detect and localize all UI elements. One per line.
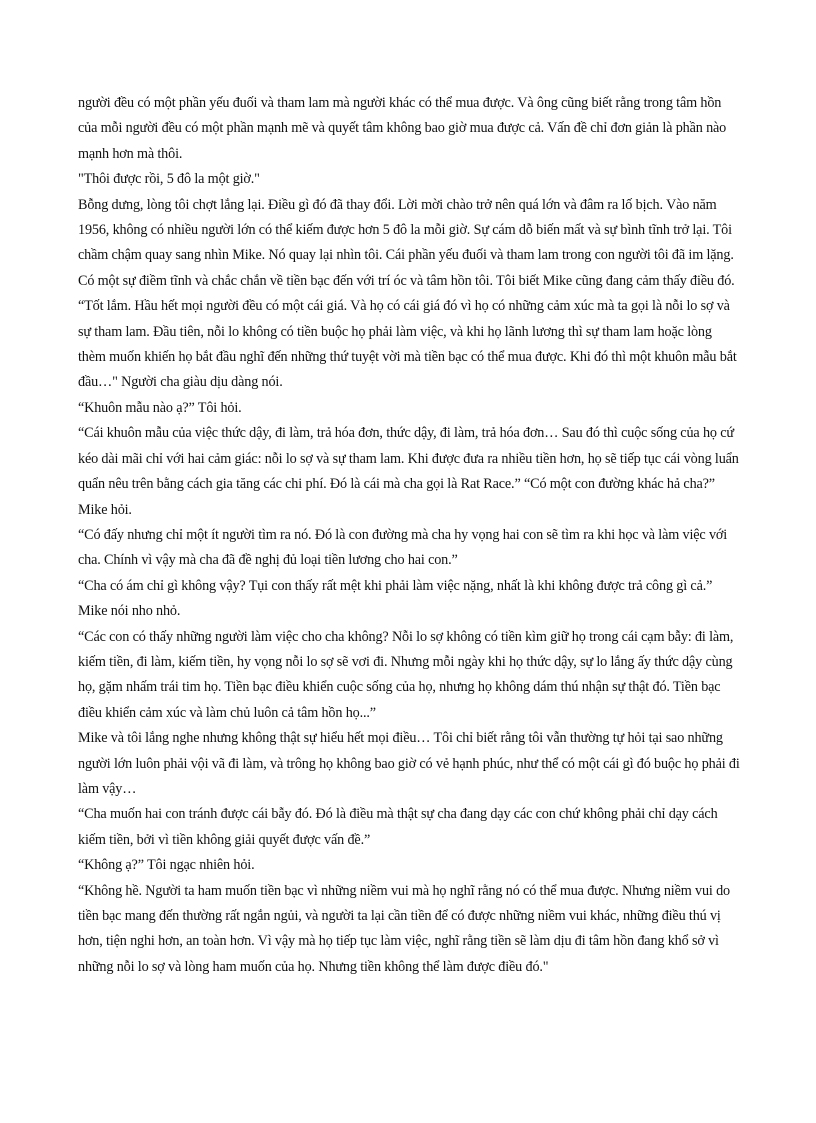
paragraph: người đều có một phần yếu đuối và tham lam mà người khác có thể mua được. Và ông cũng biết rằng trong tâm hồn của mỗi người đều có một phần mạnh mẽ và quyết tâm không bao giờ mua được cả. Vấn đề chỉ đơn giản là phần nào mạnh hơn mà thôi.	[78, 95, 727, 162]
paragraph: Mike và tôi lắng nghe nhưng không thật sự hiểu hết mọi điều… Tôi chỉ biết rằng tôi vẫn thường tự hỏi tại sao những người lớn luôn phải vội vã đi làm, và trông họ không bao giờ có vẻ hạnh phúc, như thể có một cái gì đó buộc họ phải đi làm vậy…	[78, 730, 740, 797]
document-page	[78, 91, 740, 980]
paragraph: “Không ạ?” Tôi ngạc nhiên hỏi.	[78, 857, 255, 874]
paragraph: "Thôi được rồi, 5 đô la một giờ."	[78, 171, 260, 188]
paragraph: “Cái khuôn mẫu của việc thức dậy, đi làm, trả hóa đơn, thức dậy, đi làm, trả hóa đơn… Sau đó thì cuộc sống của họ cứ kéo dài mãi chỉ với hai cảm giác: nỗi lo sợ và sự tham lam. Khi được đưa ra nhiều tiền hơn, họ sẽ tiếp tục cái vòng luẩn quẩn nêu trên bằng cách gia tăng các chi phí. Đó là cái mà cha gọi là Rat Race.” “Có một con đường khác hả cha?” Mike hỏi.	[78, 425, 739, 518]
paragraph: “Khuôn mẫu nào ạ?” Tôi hỏi.	[78, 399, 242, 416]
paragraph: “Có đấy nhưng chỉ một ít người tìm ra nó. Đó là con đường mà cha hy vọng hai con sẽ tìm ra khi học và làm việc với cha. Chính vì vậy mà cha đã đề nghị đủ loại tiền lương cho hai con.”	[78, 526, 728, 569]
paragraph: “Tốt lắm. Hầu hết mọi người đều có một cái giá. Và họ có cái giá đó vì họ có những cảm xúc mà ta gọi là nỗi lo sợ và sự tham lam. Đầu tiên, nỗi lo không có tiền buộc họ phải làm việc, và khi họ lãnh lương thì sự tham lam hoặc lòng thèm muốn khiến họ bắt đầu nghĩ đến những thứ tuyệt vời mà tiền bạc có thể mua được. Khi đó thì một khuôn mẫu bắt đầu…" Người cha giàu dịu dàng nói.	[78, 298, 737, 391]
paragraph: “Không hề. Người ta ham muốn tiền bạc vì những niềm vui mà họ nghĩ rằng nó có thể mua được. Nhưng niềm vui do tiền bạc mang đến thường rất ngắn ngủi, và người ta lại cần tiền để có được những niềm vui khác, những điều thú vị hơn, tiện nghi hơn, an toàn hơn. Vì vậy mà họ tiếp tục làm việc, nghĩ rằng tiền sẽ làm dịu đi tâm hồn đang khổ sở vì những nỗi lo sợ và lòng ham muốn của họ. Nhưng tiền không thể làm được điều đó."	[78, 882, 730, 975]
paragraph: “Các con có thấy những người làm việc cho cha không? Nỗi lo sợ không có tiền kìm giữ họ trong cái cạm bẫy: đi làm, kiếm tiền, đi làm, kiếm tiền, hy vọng nỗi lo sợ sẽ vơi đi. Nhưng mỗi ngày khi họ thức dậy, sự lo lắng ấy thức dậy cùng họ, gặm nhấm trái tim họ. Tiền bạc điều khiển cuộc sống của họ, nhưng họ không dám thú nhận sự thật đó. Tiền bạc điều khiển cảm xúc và làm chủ luôn cả tâm hồn họ...”	[78, 628, 734, 721]
paragraph: “Cha có ám chỉ gì không vậy? Tụi con thấy rất mệt khi phải làm việc nặng, nhất là khi không được trả công gì cả.” Mike nói nho nhỏ.	[78, 577, 713, 620]
paragraph: Bỗng dưng, lòng tôi chợt lắng lại. Điều gì đó đã thay đổi. Lời mời chào trở nên quá lớn và đâm ra lố bịch. Vào năm 1956, không có nhiều người lớn có thể kiếm được hơn 5 đô la mỗi giờ. Sự cám dỗ biến mất và sự bình tĩnh trở lại. Tôi chầm chậm quay sang nhìn Mike. Nó quay lại nhìn tôi. Cái phần yếu đuối và tham lam trong con người tôi đã im lặng. Có một sự điềm tĩnh và chắc chắn về tiền bạc đến với trí óc và tâm hồn tôi. Tôi biết Mike cũng đang cảm thấy điều đó.	[78, 196, 735, 289]
paragraph: “Cha muốn hai con tránh được cái bẫy đó. Đó là điều mà thật sự cha đang dạy các con chứ không phải chỉ dạy cách kiếm tiền, bởi vì tiền không giải quyết được vấn đề.”	[78, 806, 718, 848]
